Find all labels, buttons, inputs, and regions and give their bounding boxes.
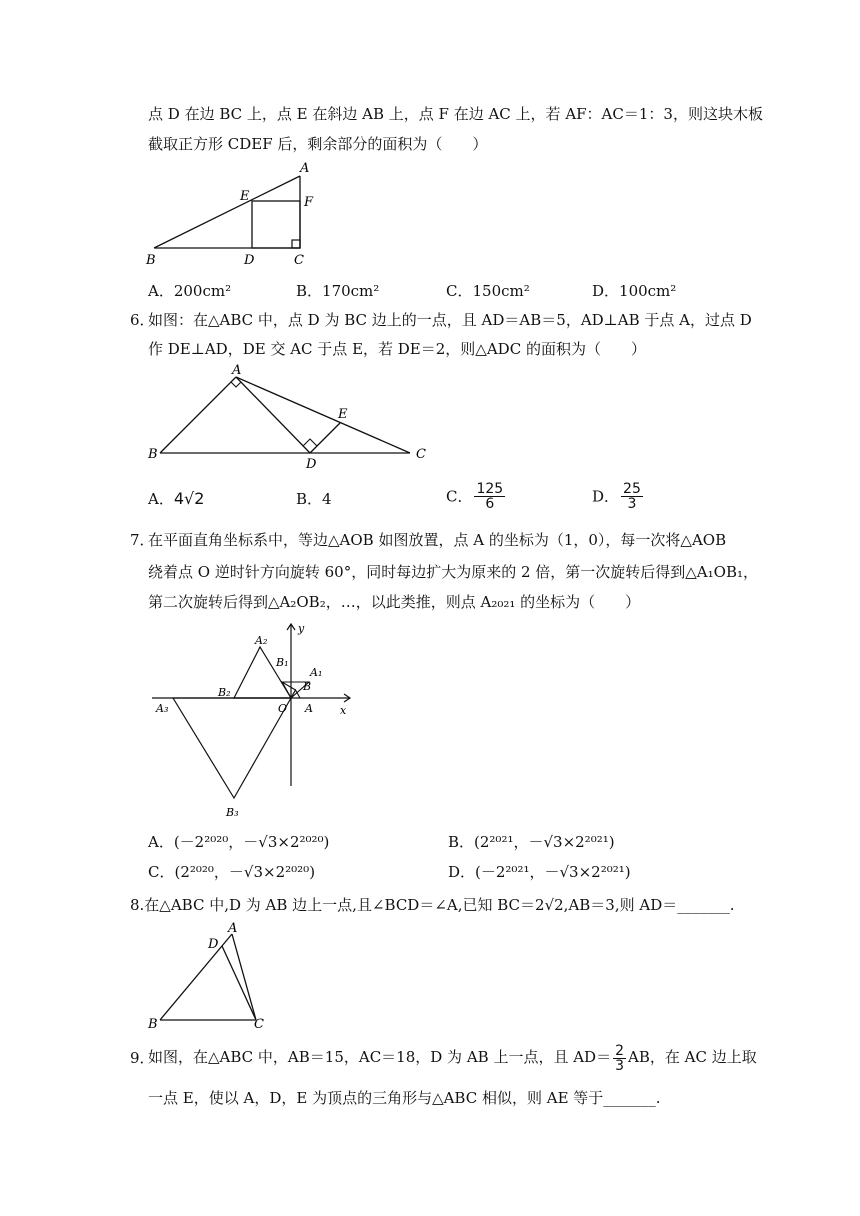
q5-label-e: E — [240, 189, 250, 204]
q7-option-a: A．(－2²⁰²⁰，－√3×2²⁰²⁰) — [148, 833, 330, 851]
q7-label-b: B — [303, 680, 312, 693]
q8-label-b: B — [148, 1017, 158, 1032]
q6-label-b: B — [148, 447, 158, 462]
q7-label-b3: B₃ — [226, 806, 239, 819]
q5-label-a: A — [300, 161, 310, 176]
q7-option-b: B．(2²⁰²¹，－√3×2²⁰²¹) — [448, 833, 615, 851]
q6-label-a: A — [232, 363, 242, 378]
q8-figure — [140, 918, 280, 1032]
q6-option-c: C． $\frac{125}{6}$ — [446, 481, 504, 512]
q8-label-a: A — [228, 921, 238, 936]
q6-option-a: A．4√2 — [148, 489, 205, 508]
q7-text-line1: 在平面直角坐标系中，等边△AOB 如图放置，点 A 的坐标为（1，0），每一次将△AOB — [148, 531, 727, 549]
q5-label-d: D — [244, 253, 255, 268]
q7-text-line3: 第二次旋转后得到△A₂OB₂，…，以此类推，则点 A₂₀₂₁ 的坐标为（ ） — [148, 593, 641, 611]
q5-option-c: C．150cm² — [446, 282, 530, 300]
q5-option-b: B．170cm² — [296, 282, 380, 300]
q7-label-a: A — [305, 702, 313, 715]
q7-label-y: y — [298, 622, 305, 635]
q8-label-d: D — [208, 937, 219, 952]
q5-option-d: D．100cm² — [592, 282, 677, 300]
q5-figure — [140, 158, 330, 270]
q6-label-d: D — [306, 457, 317, 470]
q7-text-line2: 绕着点 O 逆时针方向旋转 60°，同时每边扩大为原来的 2 倍，第一次旋转后得到△A₁OB₁， — [148, 563, 758, 581]
q6-option-d: D． $\frac{25}{3}$ — [592, 481, 641, 512]
q8-label-c: C — [254, 1017, 264, 1032]
q5-option-a: A．200cm² — [148, 282, 232, 300]
q7-label-a1: A₁ — [310, 666, 323, 679]
q6-option-b: B．4 — [296, 490, 332, 508]
q6-text-line2: 作 DE⊥AD，DE 交 AC 于点 E，若 DE＝2，则△ADC 的面积为（ ） — [148, 340, 646, 358]
q6-label-e: E — [338, 407, 348, 422]
q7-label-o: O — [278, 702, 288, 715]
q6-figure — [140, 360, 440, 470]
q5-text-line2: 截取正方形 CDEF 后，剩余部分的面积为（ ） — [148, 135, 488, 153]
q9-number: 9． — [130, 1049, 155, 1067]
q7-option-c: C．(2²⁰²⁰，－√3×2²⁰²⁰) — [148, 863, 316, 881]
q7-label-a3: A₃ — [156, 702, 169, 715]
q7-option-d: D．(－2²⁰²¹，－√3×2²⁰²¹) — [448, 863, 631, 881]
q7-figure — [148, 618, 363, 823]
q5-label-b: B — [146, 253, 156, 268]
q9-text-line1: 如图，在△ABC 中，AB＝15，AC＝18，D 为 AB 上一点，且 AD＝ $\frac{2}{3}$ AB，在 AC 边上取 — [148, 1042, 757, 1074]
q7-label-x: x — [340, 704, 347, 717]
q6-label-c: C — [416, 447, 426, 462]
q9-text-line2: 一点 E，使以 A，D，E 为顶点的三角形与△ABC 相似，则 AE 等于_______. — [148, 1089, 661, 1107]
q6-text-line1: 如图：在△ABC 中，点 D 为 BC 边上的一点，且 AD＝AB＝5，AD⊥AB 于点 A，过点 D — [148, 311, 752, 329]
q7-label-b2: B₂ — [218, 686, 231, 699]
q7-label-b1: B₁ — [276, 656, 289, 669]
q7-number: 7． — [130, 531, 155, 549]
q5-label-c: C — [294, 253, 304, 268]
q8-text-line1: 8.在△ABC 中,D 为 AB 边上一点,且∠BCD＝∠A,已知 BC＝2√2,AB＝3,则 AD＝_______. — [130, 896, 735, 914]
q5-label-f: F — [304, 195, 314, 210]
q5-text-line1: 点 D 在边 BC 上，点 E 在斜边 AB 上，点 F 在边 AC 上，若 AF：AC＝1：3，则这块木板 — [148, 105, 763, 123]
q7-label-a2: A₂ — [255, 634, 268, 647]
q6-number: 6． — [130, 311, 155, 329]
